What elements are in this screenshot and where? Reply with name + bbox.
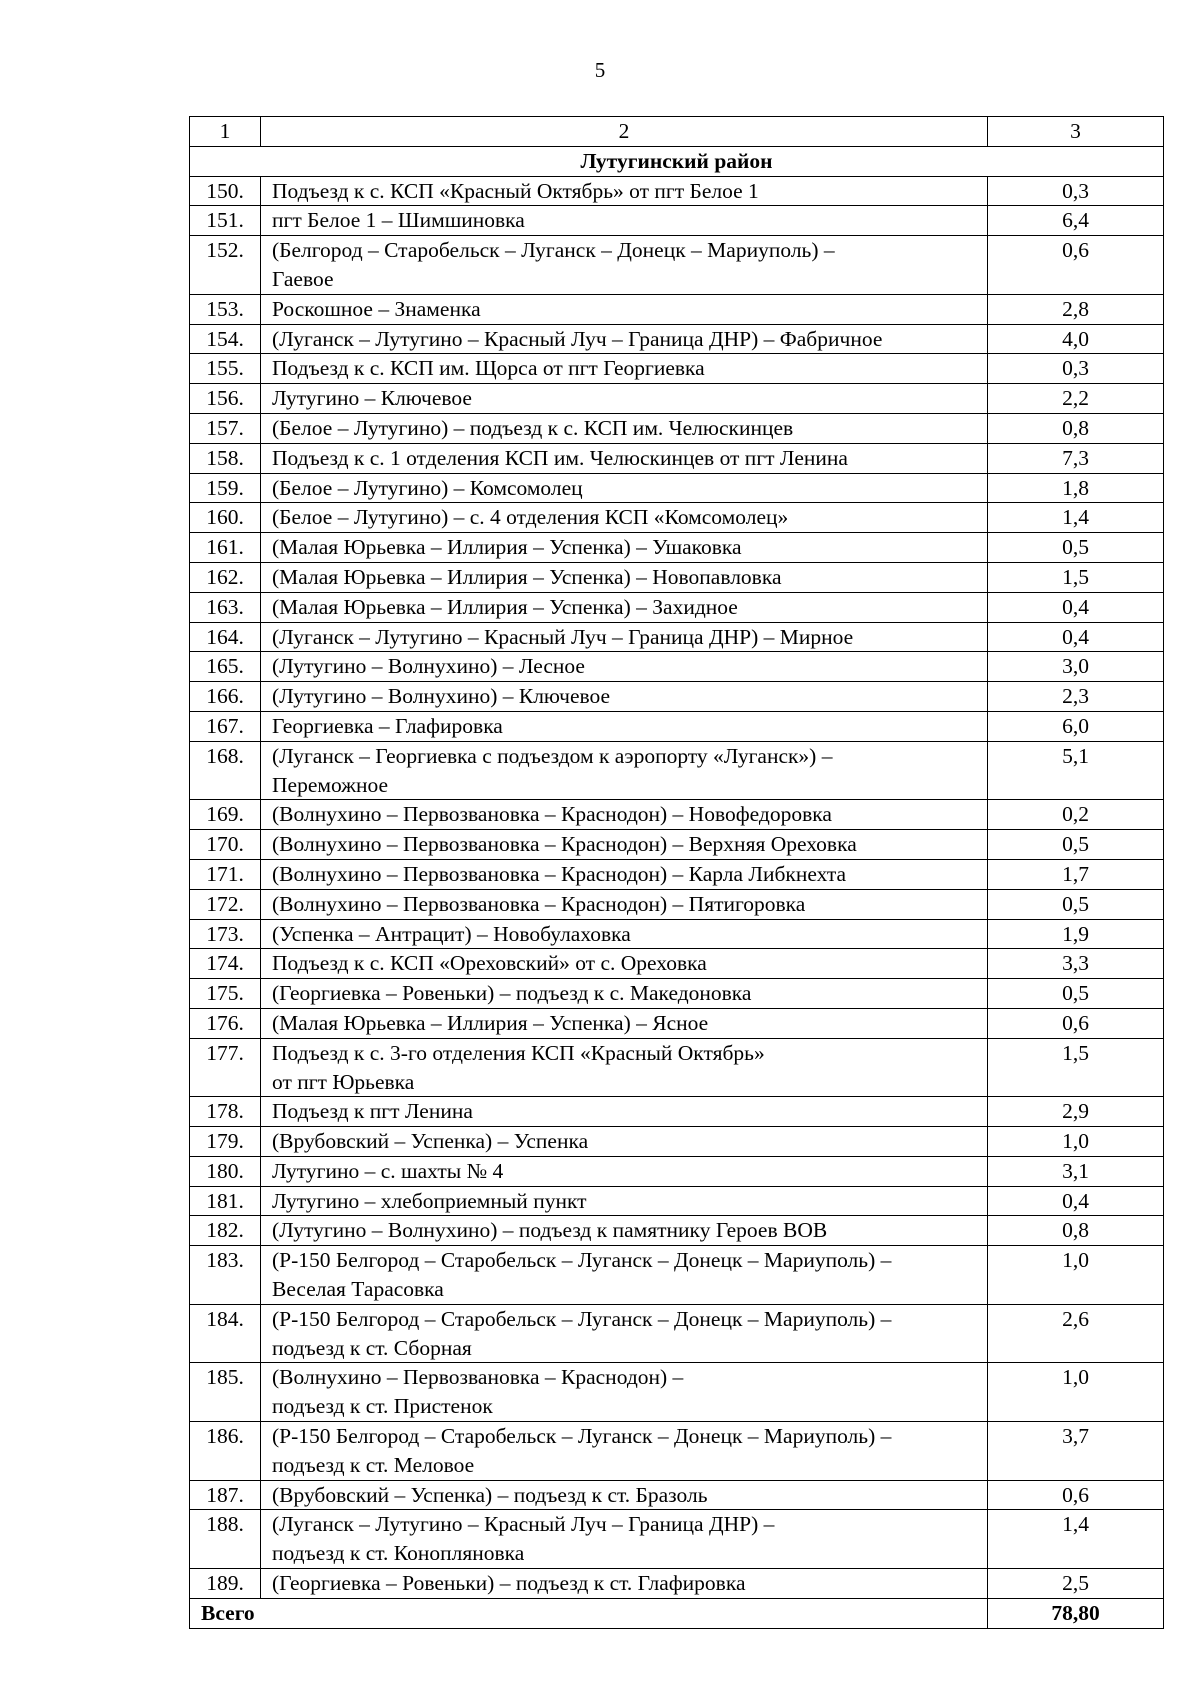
road-name: Роскошное – Знаменка: [261, 294, 988, 324]
road-length: 0,6: [988, 1008, 1164, 1038]
row-number: 152.: [190, 236, 261, 295]
table-row: [190, 206, 1164, 236]
road-length: 3,1: [988, 1156, 1164, 1186]
row-number: 178.: [190, 1097, 261, 1127]
row-number: 173.: [190, 919, 261, 949]
road-length: 0,5: [988, 533, 1164, 563]
road-length: 0,6: [988, 1480, 1164, 1510]
table-row: [190, 919, 1164, 949]
row-number: 161.: [190, 533, 261, 563]
road-name: (Волнухино – Первозвановка – Краснодон) – Новофедоровка: [261, 800, 988, 830]
row-number: 179.: [190, 1127, 261, 1157]
road-length: 0,3: [988, 354, 1164, 384]
table-row: [190, 1422, 1164, 1481]
road-name: (Волнухино – Первозвановка – Краснодон) – Карла Либкнехта: [261, 859, 988, 889]
row-number: 181.: [190, 1186, 261, 1216]
page-number: 5: [594, 58, 606, 82]
road-name: (Лутугино – Волнухино) – Лесное: [261, 652, 988, 682]
row-number: 189.: [190, 1569, 261, 1599]
column-header-length: 3: [988, 117, 1164, 147]
table-row: [190, 622, 1164, 652]
table-row: [190, 682, 1164, 712]
row-number: 165.: [190, 652, 261, 682]
road-name: (Малая Юрьевка – Иллирия – Успенка) – Ясное: [261, 1008, 988, 1038]
road-name: (Белгород – Старобельск – Луганск – Донецк – Мариуполь) – Гаевое: [261, 236, 988, 295]
row-number: 182.: [190, 1216, 261, 1246]
road-length: 1,7: [988, 859, 1164, 889]
row-number: 184.: [190, 1304, 261, 1363]
road-length: 0,4: [988, 622, 1164, 652]
road-name: (Малая Юрьевка – Иллирия – Успенка) – Ушаковка: [261, 533, 988, 563]
table-row: [190, 652, 1164, 682]
table-row: [190, 859, 1164, 889]
row-number: 174.: [190, 949, 261, 979]
table-row: [190, 1008, 1164, 1038]
road-name: (Малая Юрьевка – Иллирия – Успенка) – Захидное: [261, 592, 988, 622]
road-name: (Белое – Лутугино) – с. 4 отделения КСП «Комсомолец»: [261, 503, 988, 533]
road-name: Лутугино – с. шахты № 4: [261, 1156, 988, 1186]
table-row: [190, 473, 1164, 503]
road-length: 2,8: [988, 294, 1164, 324]
road-length: 0,4: [988, 592, 1164, 622]
row-number: 185.: [190, 1363, 261, 1422]
table-row: [190, 324, 1164, 354]
road-length: 6,0: [988, 711, 1164, 741]
table-row: [190, 1156, 1164, 1186]
road-length: 0,8: [988, 413, 1164, 443]
road-name: пгт Белое 1 – Шимшиновка: [261, 206, 988, 236]
road-name: (Врубовский – Успенка) – подъезд к ст. Бразоль: [261, 1480, 988, 1510]
road-length: 1,8: [988, 473, 1164, 503]
road-length: 2,9: [988, 1097, 1164, 1127]
row-number: 158.: [190, 443, 261, 473]
table-row: [190, 176, 1164, 206]
table-row: [190, 533, 1164, 563]
district-row: [190, 146, 1164, 176]
road-length: 1,5: [988, 562, 1164, 592]
row-number: 159.: [190, 473, 261, 503]
road-name: Лутугино – Ключевое: [261, 384, 988, 414]
column-header-number: 1: [190, 117, 261, 147]
row-number: 180.: [190, 1156, 261, 1186]
road-length: 0,3: [988, 176, 1164, 206]
table-row: [190, 236, 1164, 295]
row-number: 153.: [190, 294, 261, 324]
road-name: (Волнухино – Первозвановка – Краснодон) – Пятигоровка: [261, 889, 988, 919]
road-name: (Р-150 Белгород – Старобельск – Луганск – Донецк – Мариуполь) – подъезд к ст. Сборная: [261, 1304, 988, 1363]
road-length: 1,0: [988, 1246, 1164, 1305]
row-number: 177.: [190, 1038, 261, 1097]
road-length: 2,3: [988, 682, 1164, 712]
total-row: [190, 1598, 1164, 1628]
road-length: 0,6: [988, 236, 1164, 295]
road-length: 0,5: [988, 889, 1164, 919]
road-length: 7,3: [988, 443, 1164, 473]
table-row: [190, 1304, 1164, 1363]
road-length: 2,2: [988, 384, 1164, 414]
table-row: [190, 741, 1164, 800]
table-row: [190, 354, 1164, 384]
road-length: 5,1: [988, 741, 1164, 800]
row-number: 171.: [190, 859, 261, 889]
road-name: (Луганск – Лутугино – Красный Луч – Граница ДНР) – Мирное: [261, 622, 988, 652]
row-number: 150.: [190, 176, 261, 206]
road-name: (Р-150 Белгород – Старобельск – Луганск – Донецк – Мариуполь) – Веселая Тарасовка: [261, 1246, 988, 1305]
row-number: 169.: [190, 800, 261, 830]
row-number: 166.: [190, 682, 261, 712]
road-name: (Врубовский – Успенка) – Успенка: [261, 1127, 988, 1157]
road-length: 0,4: [988, 1186, 1164, 1216]
table-row: [190, 830, 1164, 860]
road-name: Подъезд к с. КСП «Ореховский» от с. Ореховка: [261, 949, 988, 979]
table-row: [190, 592, 1164, 622]
road-length: 3,0: [988, 652, 1164, 682]
road-name: Подъезд к пгт Ленина: [261, 1097, 988, 1127]
road-length: 1,9: [988, 919, 1164, 949]
road-name: Подъезд к с. КСП им. Щорса от пгт Георгиевка: [261, 354, 988, 384]
road-length: 3,3: [988, 949, 1164, 979]
road-name: (Луганск – Лутугино – Красный Луч – Граница ДНР) – подъезд к ст. Коноплянoвка: [261, 1510, 988, 1569]
table-row: [190, 503, 1164, 533]
road-length: 1,0: [988, 1363, 1164, 1422]
road-name: (Волнухино – Первозвановка – Краснодон) – подъезд к ст. Пристенок: [261, 1363, 988, 1422]
column-header-name: 2: [261, 117, 988, 147]
row-number: 186.: [190, 1422, 261, 1481]
table-row: [190, 800, 1164, 830]
table-row: [190, 384, 1164, 414]
row-number: 151.: [190, 206, 261, 236]
road-name: (Лутугино – Волнухино) – подъезд к памятнику Героев ВОВ: [261, 1216, 988, 1246]
roads-table: [189, 116, 1164, 1629]
row-number: 162.: [190, 562, 261, 592]
table-row: [190, 711, 1164, 741]
road-name: (Георгиевка – Ровеньки) – подъезд к с. Македоновка: [261, 979, 988, 1009]
road-length: 0,8: [988, 1216, 1164, 1246]
road-length: 4,0: [988, 324, 1164, 354]
table-row: [190, 949, 1164, 979]
road-name: (Луганск – Георгиевка с подъездом к аэропорту «Луганск») – Переможное: [261, 741, 988, 800]
road-name: (Белое – Лутугино) – Комсомолец: [261, 473, 988, 503]
road-name: (Волнухино – Первозвановка – Краснодон) – Верхняя Ореховка: [261, 830, 988, 860]
total-label: Всего: [190, 1598, 988, 1628]
road-name: Подъезд к с. 1 отделения КСП им. Челюскинцев от пгт Ленина: [261, 443, 988, 473]
road-length: 2,6: [988, 1304, 1164, 1363]
road-length: 1,4: [988, 1510, 1164, 1569]
table-row: [190, 1216, 1164, 1246]
road-length: 0,2: [988, 800, 1164, 830]
road-length: 0,5: [988, 979, 1164, 1009]
row-number: 157.: [190, 413, 261, 443]
road-name: (Белое – Лутугино) – подъезд к с. КСП им. Челюскинцев: [261, 413, 988, 443]
table-row: [190, 1097, 1164, 1127]
district-title: Лутугинский район: [190, 146, 1164, 176]
row-number: 155.: [190, 354, 261, 384]
total-value: 78,80: [988, 1598, 1164, 1628]
row-number: 172.: [190, 889, 261, 919]
road-length: 1,0: [988, 1127, 1164, 1157]
row-number: 164.: [190, 622, 261, 652]
table-row: [190, 889, 1164, 919]
road-name: (Р-150 Белгород – Старобельск – Луганск – Донецк – Мариуполь) – подъезд к ст. Меловое: [261, 1422, 988, 1481]
road-length: 1,4: [988, 503, 1164, 533]
row-number: 168.: [190, 741, 261, 800]
row-number: 160.: [190, 503, 261, 533]
road-name: (Георгиевка – Ровеньки) – подъезд к ст. Глафировка: [261, 1569, 988, 1599]
road-name: Подъезд к с. КСП «Красный Октябрь» от пгт Белое 1: [261, 176, 988, 206]
row-number: 175.: [190, 979, 261, 1009]
table-row: [190, 1246, 1164, 1305]
row-number: 154.: [190, 324, 261, 354]
table-row: [190, 979, 1164, 1009]
table-row: [190, 1480, 1164, 1510]
table-row: [190, 294, 1164, 324]
road-name: (Малая Юрьевка – Иллирия – Успенка) – Новопавловка: [261, 562, 988, 592]
road-length: 0,5: [988, 830, 1164, 860]
row-number: 188.: [190, 1510, 261, 1569]
road-name: (Лутугино – Волнухино) – Ключевое: [261, 682, 988, 712]
table-row: [190, 1127, 1164, 1157]
table-header-row: [190, 117, 1164, 147]
table-row: [190, 562, 1164, 592]
table-row: [190, 1363, 1164, 1422]
road-name: Георгиевка – Глафировка: [261, 711, 988, 741]
road-length: 3,7: [988, 1422, 1164, 1481]
row-number: 156.: [190, 384, 261, 414]
row-number: 170.: [190, 830, 261, 860]
table-row: [190, 1510, 1164, 1569]
table-row: [190, 1186, 1164, 1216]
table-row: [190, 1569, 1164, 1599]
road-name: Лутугино – хлебоприемный пункт: [261, 1186, 988, 1216]
road-name: Подъезд к с. 3-го отделения КСП «Красный Октябрь» от пгт Юрьевка: [261, 1038, 988, 1097]
table-row: [190, 443, 1164, 473]
row-number: 167.: [190, 711, 261, 741]
row-number: 187.: [190, 1480, 261, 1510]
road-name: (Луганск – Лутугино – Красный Луч – Граница ДНР) – Фабричное: [261, 324, 988, 354]
road-length: 6,4: [988, 206, 1164, 236]
table-row: [190, 413, 1164, 443]
road-length: 1,5: [988, 1038, 1164, 1097]
road-length: 2,5: [988, 1569, 1164, 1599]
row-number: 163.: [190, 592, 261, 622]
table-row: [190, 1038, 1164, 1097]
row-number: 176.: [190, 1008, 261, 1038]
road-name: (Успенка – Антрацит) – Новобулаховка: [261, 919, 988, 949]
row-number: 183.: [190, 1246, 261, 1305]
